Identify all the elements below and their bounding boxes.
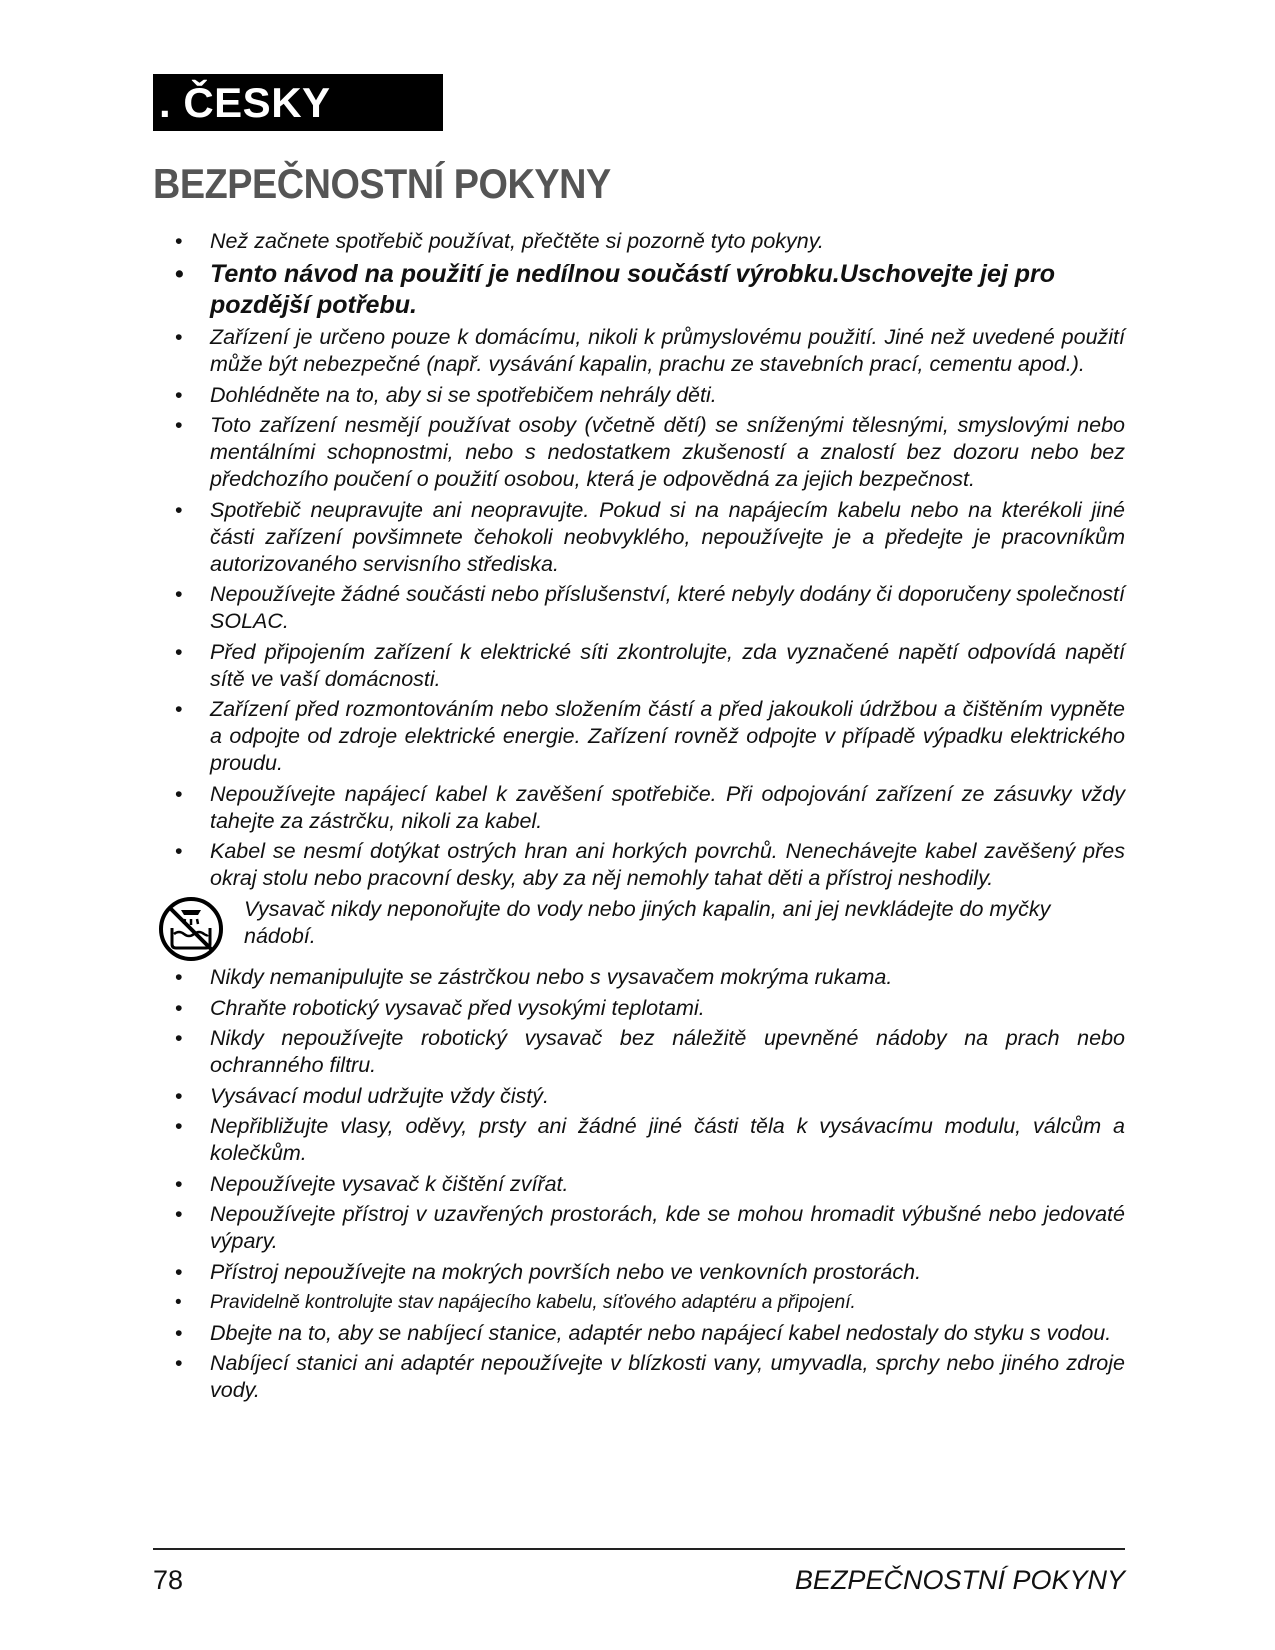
bullet: • (175, 259, 184, 288)
bullet: • (175, 781, 183, 806)
list-item: • Nikdy nepoužívejte robotický vysavač bez náležitě upevněné nádoby na prach nebo ochranného filtru. (175, 1026, 1125, 1077)
bullet: • (175, 1292, 182, 1313)
bullet: • (175, 1259, 183, 1284)
warning-text: Vysavač nikdy neponořujte do vody nebo jiných kapalin, ani jej nevkládejte do myčky nádobí. (244, 897, 1051, 948)
list-item: • Nabíjecí stanici ani adaptér nepoužívejte v blízkosti vany, umyvadla, sprchy nebo jiného zdroje vody. (175, 1351, 1125, 1402)
language-section-tab: . ČESKY (153, 74, 443, 131)
list-item: • Vysávací modul udržujte vždy čistý. (175, 1083, 549, 1108)
bullet: • (175, 697, 183, 721)
bullet: • (175, 382, 183, 407)
list-item: • Zařízení je určeno pouze k domácímu, nikoli k průmyslovému použití. Jiné než uvedené použití může být nebezpečné (např. vysávání kapalin, prachu ze stavebních prací, cementu apod.). (175, 325, 1125, 376)
instruction-list (175, 228, 1125, 892)
list-item: • Toto zařízení nesmějí používat osoby (včetně dětí) se sníženými tělesnými, smyslovými nebo mentálními schopnostmi, nebo s nedostatkem zkušeností a znalostí bez dozoru nebo bez předchozího poučení o použití osobou, která je odpovědná za jejich bezpečnost. (175, 413, 1125, 491)
bullet: • (175, 1114, 183, 1138)
safety-instructions (175, 228, 1125, 1408)
page-number: 78 (153, 1565, 184, 1595)
bullet: • (175, 413, 183, 437)
bullet: • (175, 497, 183, 522)
footer-section-title: BEZPEČNOSTNÍ POKYNY (794, 1565, 1125, 1595)
list-item: • Nepoužívejte vysavač k čištění zvířat. (175, 1171, 569, 1196)
bullet: • (175, 229, 183, 253)
list-item: • Dbejte na to, aby se nabíjecí stanice, adaptér nebo napájecí kabel nedostaly do styku s vodou. (175, 1320, 1112, 1345)
list-item: • Nikdy nemanipulujte se zástrčkou nebo s vysavačem mokrýma rukama. (175, 965, 893, 989)
bullet: • (175, 1320, 183, 1345)
list-item: • Nepoužívejte žádné součásti nebo příslušenství, které nebyly dodány či doporučeny společností SOLAC. (175, 582, 1125, 633)
bullet: • (175, 582, 183, 606)
footer-divider (153, 1548, 1125, 1550)
list-item-emphasized: • Tento návod na použití je nedílnou součástí výrobku.Uschovejte jej pro pozdější potřebu. (175, 259, 1056, 319)
list-item: • Spotřebič neupravujte ani neopravujte. Pokud si na napájecím kabelu nebo na kterékoli jiné části zařízení povšimnete čehokoli neobvyklého, nepoužívejte je a předejte je pracovníkům autorizovaného servisního střediska. (175, 497, 1125, 576)
list-item: • Než začnete spotřebič používat, přečtěte si pozorně tyto pokyny. (175, 229, 824, 253)
instruction-list-continued (175, 964, 1125, 1404)
list-item: • Nepoužívejte přístroj v uzavřených prostorách, kde se mohou hromadit výbušné nebo jedovaté výpary. (175, 1202, 1125, 1253)
list-item: • Nepoužívejte napájecí kabel k zavěšení spotřebiče. Při odpojování zařízení ze zásuvky vždy tahejte za zástrčku, nikoli za kabel. (175, 781, 1125, 833)
bullet: • (175, 1351, 183, 1375)
list-item: • Před připojením zařízení k elektrické síti zkontrolujte, zda vyznačené napětí odpovídá napětí sítě ve vaší domácnosti. (175, 639, 1125, 691)
list-item: • Dohlédněte na to, aby si se spotřebičem nehrály děti. (175, 382, 717, 407)
bullet: • (175, 965, 183, 989)
bullet: • (175, 1083, 183, 1108)
list-item: • Přístroj nepoužívejte na mokrých površích nebo ve venkovních prostorách. (175, 1259, 922, 1284)
no-water-immersion-icon (158, 896, 224, 962)
list-item: • Zařízení před rozmontováním nebo složením částí a před jakoukoli údržbou a čištěním vypněte a odpojte od zdroje elektrické energie. Zařízení rovněž odpojte v případě výpadku elektrického proudu. (175, 697, 1125, 775)
bullet: • (175, 639, 183, 664)
list-item: • Chraňte robotický vysavač před vysokými teplotami. (175, 995, 705, 1020)
bullet: • (175, 1202, 183, 1226)
bullet: • (175, 839, 183, 863)
page-title: BEZPEČNOSTNÍ POKYNY (153, 160, 611, 207)
list-item: • Pravidelně kontrolujte stav napájecího kabelu, síťového adaptéru a připojení. (175, 1289, 1125, 1316)
immersion-warning (158, 896, 1125, 964)
bullet: • (175, 325, 183, 349)
list-item: • Kabel se nesmí dotýkat ostrých hran ani horkých povrchů. Nenechávejte kabel zavěšený přes okraj stolu nebo pracovní desky, aby za něj nemohly tahat děti a přístroj neshodily. (175, 839, 1125, 890)
list-item: • Nepřibližujte vlasy, oděvy, prsty ani žádné jiné části těla k vysávacímu modulu, válcům a kolečkům. (175, 1114, 1125, 1165)
bullet: • (175, 1171, 183, 1196)
bullet: • (175, 1026, 183, 1050)
bullet: • (175, 995, 183, 1020)
